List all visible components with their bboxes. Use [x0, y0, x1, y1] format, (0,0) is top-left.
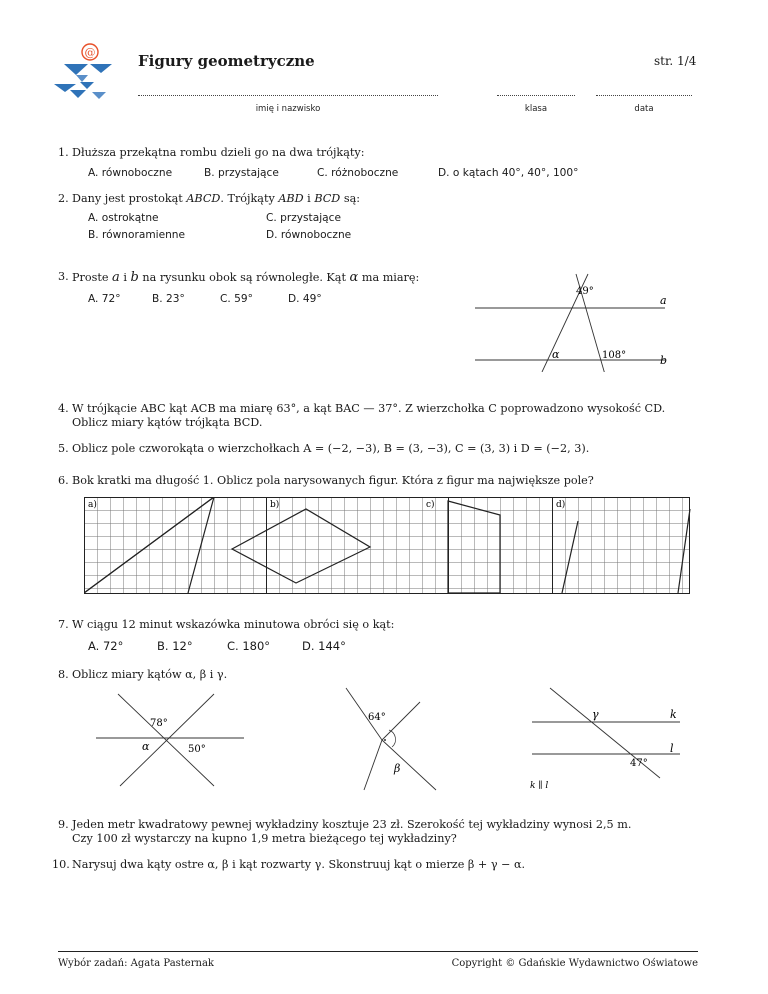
class-field-line[interactable]: [497, 95, 575, 96]
q6-figure-c: [448, 501, 500, 593]
question-3-text-pre: Proste: [72, 271, 113, 284]
question-4-line-2: Oblicz miary kątów trójkąta BCD.: [72, 416, 263, 429]
q6-label-a: a): [88, 500, 97, 510]
question-2-text-post: są:: [340, 192, 361, 205]
q3-angle-108: 108°: [602, 350, 627, 361]
q8-fig3-line-l: l: [670, 742, 674, 755]
question-2-rect: ABCD: [186, 192, 221, 205]
logo-at-symbol: @: [84, 46, 96, 59]
question-2-triangle-2: BCD: [314, 192, 341, 205]
q6-grid: [84, 497, 690, 594]
q6-label-d: d): [556, 500, 566, 510]
question-3-var-a: a: [112, 270, 120, 285]
q3-angle-alpha: α: [552, 348, 560, 361]
q2-option-a[interactable]: A. ostrokątne: [88, 212, 159, 224]
question-2-number: 2.: [58, 192, 69, 205]
q6-grid-figures: [84, 497, 696, 607]
question-7-number: 7.: [58, 618, 69, 631]
question-3-var-b: b: [130, 270, 139, 285]
question-2-triangle-1: ABD: [278, 192, 304, 205]
q6-figure-b: [292, 497, 344, 593]
footer-rule: [58, 951, 698, 952]
q2-option-c[interactable]: C. przystające: [266, 212, 341, 224]
question-2-text-and: i: [303, 192, 315, 205]
q6-label-b: b): [270, 500, 280, 510]
q2-option-d[interactable]: D. równoboczne: [266, 229, 352, 241]
question-6: [58, 474, 594, 487]
q8-figure-2: [336, 686, 446, 796]
q7-option-a[interactable]: A. 72°: [88, 639, 124, 653]
question-9-number: 9.: [58, 818, 69, 831]
q8-fig3-gamma: γ: [592, 708, 599, 721]
q3-angle-49: 49°: [576, 286, 594, 297]
question-4-number: 4.: [58, 402, 69, 415]
q8-fig2-beta: β: [394, 762, 401, 775]
q6-figure-b-rhombus: [240, 509, 396, 581]
question-3-var-alpha: α: [349, 270, 359, 285]
name-field-line[interactable]: [138, 95, 438, 96]
question-1-text: Dłuższa przekątna rombu dzieli go na dwa trójkąty:: [72, 146, 365, 159]
question-9-line-2: Czy 100 zł wystarczy na kupno 1,9 metra bieżącego tej wykładziny?: [72, 832, 457, 845]
name-field-label: imię i nazwisko: [255, 104, 321, 114]
q1-option-a[interactable]: A. równoboczne: [88, 167, 173, 179]
question-9-line-1: Jeden metr kwadratowy pewnej wykładziny kosztuje 23 zł. Szerokość tej wykładziny wynosi 2,5 m.: [72, 818, 632, 831]
question-3-text-i: i: [119, 271, 131, 284]
question-7: [58, 618, 395, 631]
question-7-text: W ciągu 12 minut wskazówka minutowa obróci się o kąt:: [72, 618, 395, 631]
logo-graphic: [50, 42, 120, 102]
question-8-text: Oblicz miary kątów α, β i γ.: [72, 668, 228, 681]
q1-option-c[interactable]: C. różnoboczne: [317, 167, 399, 179]
q6-figure-d: [562, 509, 690, 593]
logo: [50, 42, 120, 102]
q8-figure-3: [520, 682, 700, 792]
date-field-label: data: [634, 104, 654, 114]
question-4-continued: [72, 416, 262, 429]
q3-line-a: a: [660, 294, 667, 307]
question-8: [58, 668, 228, 681]
question-2-text-pre: Dany jest prostokąt: [72, 192, 187, 205]
question-8-number: 8.: [58, 668, 69, 681]
page-number: str. 1/4: [654, 54, 697, 68]
q8-fig3-angle-47: 47°: [630, 758, 648, 769]
question-3-text-post: ma miarę:: [358, 271, 420, 284]
q7-option-b[interactable]: B. 12°: [157, 639, 193, 653]
q3-option-c[interactable]: C. 59°: [220, 293, 253, 305]
question-1: [58, 146, 365, 159]
q6-label-c: c): [426, 500, 435, 510]
question-3: [58, 270, 420, 285]
q1-option-b[interactable]: B. przystające: [204, 167, 279, 179]
question-6-text: Bok kratki ma długość 1. Oblicz pola narysowanych figur. Która z figur ma największe pole?: [72, 474, 594, 487]
q8-fig3-caption: k ∥ l: [530, 781, 549, 791]
question-5: [58, 442, 590, 455]
q8-fig1-alpha: α: [142, 740, 150, 753]
question-2-text-mid: . Trójkąty: [220, 192, 279, 205]
q8-fig1-top-angle: 78°: [150, 718, 168, 729]
q3-option-a[interactable]: A. 72°: [88, 293, 121, 305]
q8-fig3-line-k: k: [670, 708, 677, 721]
class-field-label: klasa: [524, 104, 548, 114]
question-3-text-mid: na rysunku obok są równoległe. Kąt: [138, 271, 350, 284]
q3-option-d[interactable]: D. 49°: [288, 293, 322, 305]
question-4-line-1: W trójkącie ABC kąt ACB ma miarę 63°, a kąt BAC — 37°. Z wierzchołka C poprowadzono wysokość CD.: [72, 402, 666, 415]
q3-line-b: b: [660, 354, 668, 367]
question-10-text: Narysuj dwa kąty ostre α, β i kąt rozwarty γ. Skonstruuj kąt o mierze β + γ − α.: [72, 858, 526, 871]
q7-option-c[interactable]: C. 180°: [227, 639, 271, 653]
question-10: [52, 858, 526, 871]
question-5-text: Oblicz pole czworokąta o wierzchołkach A = (−2, −3), B = (3, −3), C = (3, 3) i D = (−2, 3).: [72, 442, 590, 455]
question-3-number: 3.: [58, 270, 69, 283]
q8-fig2-top-angle: 64°: [368, 712, 386, 723]
page-title: Figury geometryczne: [138, 52, 315, 70]
q8-figure-1: [96, 692, 256, 788]
question-9: [58, 818, 632, 831]
footer-copyright: Copyright © Gdańskie Wydawnictwo Oświatowe: [451, 958, 698, 969]
q8-fig1-right-angle: 50°: [188, 744, 206, 755]
q3-option-b[interactable]: B. 23°: [152, 293, 185, 305]
q3-figure: [470, 272, 680, 372]
q7-option-d[interactable]: D. 144°: [302, 639, 346, 653]
question-1-number: 1.: [58, 146, 69, 159]
question-5-number: 5.: [58, 442, 69, 455]
question-10-number: 10.: [52, 858, 70, 871]
q2-option-b[interactable]: B. równoramienne: [88, 229, 186, 241]
question-2: [58, 192, 361, 205]
question-6-number: 6.: [58, 474, 69, 487]
footer-author: Wybór zadań: Agata Pasternak: [58, 958, 214, 969]
question-9-continued: [72, 832, 457, 845]
question-4: [58, 402, 666, 415]
q1-option-d[interactable]: D. o kątach 40°, 40°, 100°: [438, 167, 579, 179]
date-field-line[interactable]: [596, 95, 692, 96]
